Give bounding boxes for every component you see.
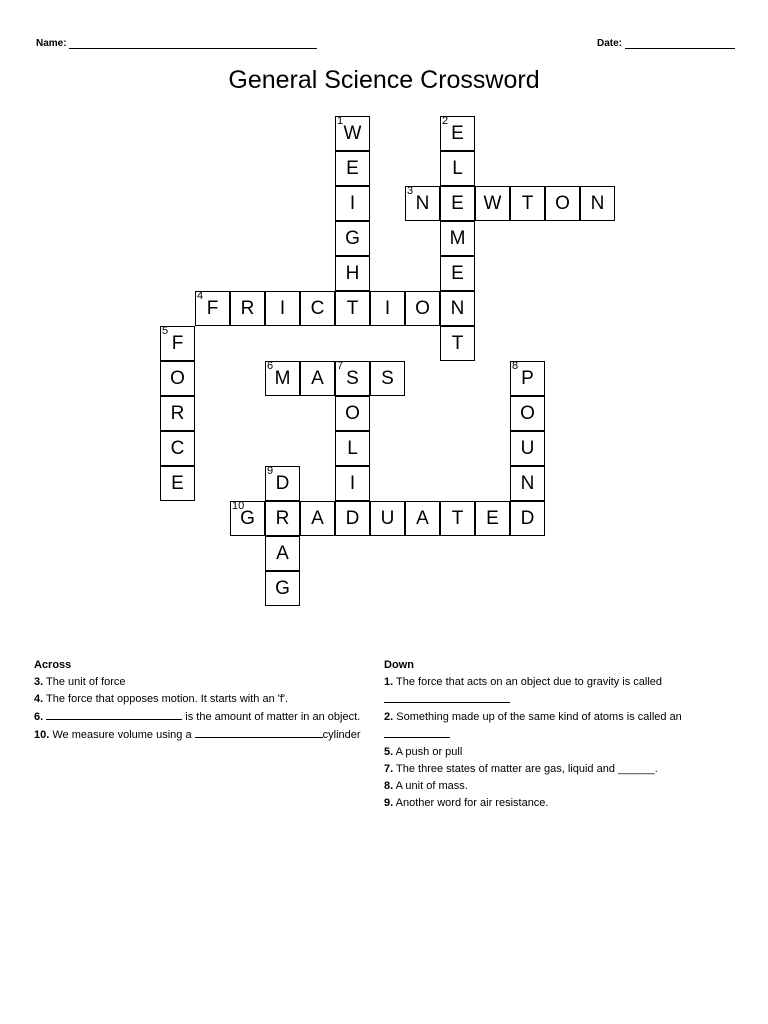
cell-letter: R: [240, 298, 255, 319]
cell-letter: A: [416, 508, 429, 529]
crossword-cell[interactable]: [510, 466, 545, 501]
crossword-cell[interactable]: [265, 291, 300, 326]
crossword-cell[interactable]: [230, 291, 265, 326]
cell-letter: T: [346, 298, 359, 319]
crossword-cell[interactable]: [440, 291, 475, 326]
clue-number: 9: [267, 465, 274, 477]
crossword-cell[interactable]: [510, 501, 545, 536]
crossword-cell[interactable]: [440, 256, 475, 291]
crossword-cell[interactable]: [475, 186, 510, 221]
crossword-cell[interactable]: [335, 291, 370, 326]
cell-letter: I: [349, 193, 356, 214]
crossword-cell[interactable]: [335, 466, 370, 501]
crossword-cell[interactable]: [335, 501, 370, 536]
crossword-cell[interactable]: [335, 116, 370, 151]
cell-letter: I: [349, 473, 356, 494]
crossword-cell[interactable]: [300, 291, 335, 326]
cell-letter: W: [483, 193, 502, 214]
cell-letter: F: [171, 333, 184, 354]
clue-down-8: 8. A unit of mass.: [384, 780, 468, 792]
cell-letter: O: [345, 403, 360, 424]
crossword-cell[interactable]: [160, 396, 195, 431]
answer-blank[interactable]: [384, 726, 450, 738]
clue-number: 1: [337, 115, 344, 127]
cell-letter: N: [450, 298, 465, 319]
crossword-cell[interactable]: [440, 326, 475, 361]
cell-letter: E: [451, 193, 464, 214]
cell-letter: D: [345, 508, 360, 529]
crossword-cell[interactable]: [335, 256, 370, 291]
cell-letter: T: [451, 333, 464, 354]
crossword-cell[interactable]: [335, 361, 370, 396]
crossword-cell[interactable]: [405, 291, 440, 326]
crossword-cell[interactable]: [405, 501, 440, 536]
cell-letter: I: [384, 298, 391, 319]
cell-letter: D: [520, 508, 535, 529]
crossword-cell[interactable]: [510, 431, 545, 466]
clue-down-5: 5. A push or pull: [384, 746, 463, 758]
crossword-cell[interactable]: [475, 501, 510, 536]
crossword-cell[interactable]: [300, 361, 335, 396]
cell-letter: I: [279, 298, 286, 319]
clue-number: 10: [232, 500, 245, 512]
answer-blank[interactable]: [384, 691, 510, 703]
answer-blank[interactable]: [46, 708, 182, 720]
cell-letter: O: [555, 193, 570, 214]
cell-letter: E: [171, 473, 184, 494]
crossword-cell[interactable]: [335, 151, 370, 186]
cell-letter: R: [170, 403, 185, 424]
clue-across-6: 6. is the amount of matter in an object.: [34, 708, 384, 726]
clue-number: 7: [337, 360, 344, 372]
crossword-cell[interactable]: [545, 186, 580, 221]
crossword-cell[interactable]: [370, 291, 405, 326]
cell-letter: E: [486, 508, 499, 529]
cell-letter: T: [521, 193, 534, 214]
clue-down-2: 2. Something made up of the same kind of atoms is called an: [384, 711, 682, 723]
cell-letter: A: [311, 508, 324, 529]
crossword-cell[interactable]: [160, 466, 195, 501]
clue-number: 8: [512, 360, 519, 372]
clue-number: 5: [162, 325, 169, 337]
crossword-cell[interactable]: [440, 501, 475, 536]
crossword-cell[interactable]: [440, 221, 475, 256]
crossword-cell[interactable]: [230, 501, 265, 536]
clue-number: 3: [407, 185, 414, 197]
clue-down-1: 1. The force that acts on an object due to gravity is called: [384, 676, 663, 688]
cell-letter: E: [451, 263, 464, 284]
page-title: General Science Crossword: [228, 66, 540, 94]
crossword-cell[interactable]: [440, 116, 475, 151]
crossword-cell[interactable]: [265, 361, 300, 396]
cell-letter: E: [451, 123, 464, 144]
cell-letter: S: [381, 368, 394, 389]
cell-letter: M: [449, 228, 466, 249]
clue-across-4: 4. The force that opposes motion. It starts with an 'f'.: [34, 693, 289, 705]
name-label: Name:: [36, 38, 67, 49]
answer-blank[interactable]: [195, 726, 323, 738]
cell-letter: O: [415, 298, 430, 319]
cell-letter: N: [520, 473, 535, 494]
crossword-cell[interactable]: [510, 186, 545, 221]
cell-letter: L: [452, 158, 463, 179]
cell-letter: R: [275, 508, 290, 529]
crossword-cell[interactable]: [265, 536, 300, 571]
clue-down-7: 7. The three states of matter are gas, liquid and ______.: [384, 763, 658, 775]
crossword-cell[interactable]: [440, 151, 475, 186]
cell-letter: G: [345, 228, 360, 249]
crossword-cell[interactable]: [370, 361, 405, 396]
across-heading: Across: [34, 659, 72, 671]
crossword-cell[interactable]: [370, 501, 405, 536]
crossword-cell[interactable]: [265, 466, 300, 501]
cell-letter: D: [275, 473, 290, 494]
crossword-cell[interactable]: [300, 501, 335, 536]
cell-letter: L: [347, 438, 358, 459]
clue-down-9: 9. Another word for air resistance.: [384, 797, 549, 809]
clue-number: 2: [442, 115, 449, 127]
crossword-cell[interactable]: [335, 431, 370, 466]
crossword-cell[interactable]: [440, 186, 475, 221]
crossword-cell[interactable]: [405, 186, 440, 221]
clue-across-3: 3. The unit of force: [34, 676, 126, 688]
clue-number: 6: [267, 360, 274, 372]
crossword-cell[interactable]: [160, 326, 195, 361]
crossword-cell[interactable]: [265, 501, 300, 536]
crossword-cell[interactable]: [160, 361, 195, 396]
cell-letter: W: [343, 123, 362, 144]
cell-letter: G: [275, 578, 290, 599]
clue-number: 4: [197, 290, 204, 302]
cell-letter: P: [521, 368, 534, 389]
crossword-cell[interactable]: [160, 431, 195, 466]
crossword-cell[interactable]: [510, 396, 545, 431]
crossword-cell[interactable]: [265, 571, 300, 606]
cell-letter: C: [170, 438, 185, 459]
cell-letter: N: [590, 193, 605, 214]
cell-letter: U: [520, 438, 535, 459]
cell-letter: M: [274, 368, 291, 389]
cell-letter: O: [170, 368, 185, 389]
cell-letter: G: [240, 508, 255, 529]
crossword-cell[interactable]: [195, 291, 230, 326]
down-heading: Down: [384, 659, 414, 671]
crossword-cell[interactable]: [335, 221, 370, 256]
cell-letter: E: [346, 158, 359, 179]
cell-letter: T: [451, 508, 464, 529]
cell-letter: O: [520, 403, 535, 424]
cell-letter: A: [276, 543, 289, 564]
across-clues: [34, 657, 384, 744]
cell-letter: S: [346, 368, 359, 389]
cell-letter: A: [311, 368, 324, 389]
cell-letter: U: [380, 508, 395, 529]
cell-letter: N: [415, 193, 430, 214]
clue-across-10: 10. We measure volume using a cylinder: [34, 726, 384, 744]
crossword-cell[interactable]: [510, 361, 545, 396]
crossword-cell[interactable]: [335, 396, 370, 431]
cell-letter: F: [206, 298, 219, 319]
date-label: Date:: [597, 38, 623, 49]
down-clues: [384, 657, 724, 812]
crossword-cell[interactable]: [335, 186, 370, 221]
cell-letter: H: [345, 263, 360, 284]
cell-letter: C: [310, 298, 325, 319]
crossword-cell[interactable]: [580, 186, 615, 221]
